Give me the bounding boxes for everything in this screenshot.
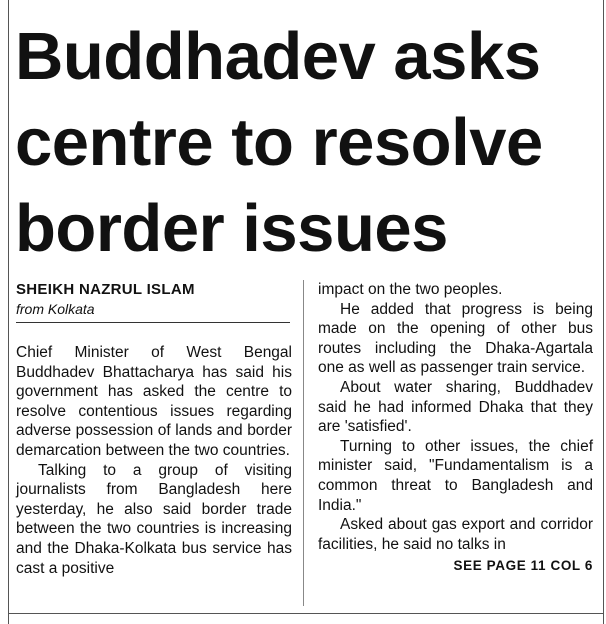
byline-location: from Kolkata — [16, 301, 95, 317]
paragraph: Talking to a group of visiting journalists from Bangladesh here yesterday, he also said border trade between the two countries is increasing and the Dhaka-Kolkata bus service has cast a positive — [16, 461, 292, 577]
headline: Buddhadev asks centre to resolve border issues — [15, 19, 543, 266]
paragraph: Turning to other issues, the chief minister said, "Fundamentalism is a common threat to Bangladesh and India." — [318, 437, 593, 514]
column-divider — [303, 280, 304, 606]
right-column — [318, 280, 593, 575]
paragraph: About water sharing, Buddhadev said he had informed Dhaka that they are 'satisfied'. — [318, 378, 593, 436]
paragraph: Chief Minister of West Bengal Buddhadev Bhattacharya has said his government has asked the centre to resolve contentious issues regarding adverse possession of lands and border demarcation between the two countries. — [16, 344, 292, 459]
byline-rule — [16, 322, 290, 323]
frame-left-rule — [8, 0, 9, 624]
paragraph: Asked about gas export and corridor facilities, he said no talks in — [318, 516, 593, 553]
byline-author: SHEIKH NAZRUL ISLAM — [16, 281, 195, 298]
left-column — [16, 280, 292, 578]
frame-right-rule — [603, 0, 604, 624]
paragraph: He added that progress is being made on the opening of other bus routes including the Dhaka-Agartala one as well as passenger train service. — [318, 300, 593, 377]
frame-bottom-rule — [8, 613, 604, 614]
paragraph: impact on the two peoples. — [318, 281, 503, 298]
jump-line[interactable]: SEE PAGE 11 COL 6 — [453, 558, 593, 574]
